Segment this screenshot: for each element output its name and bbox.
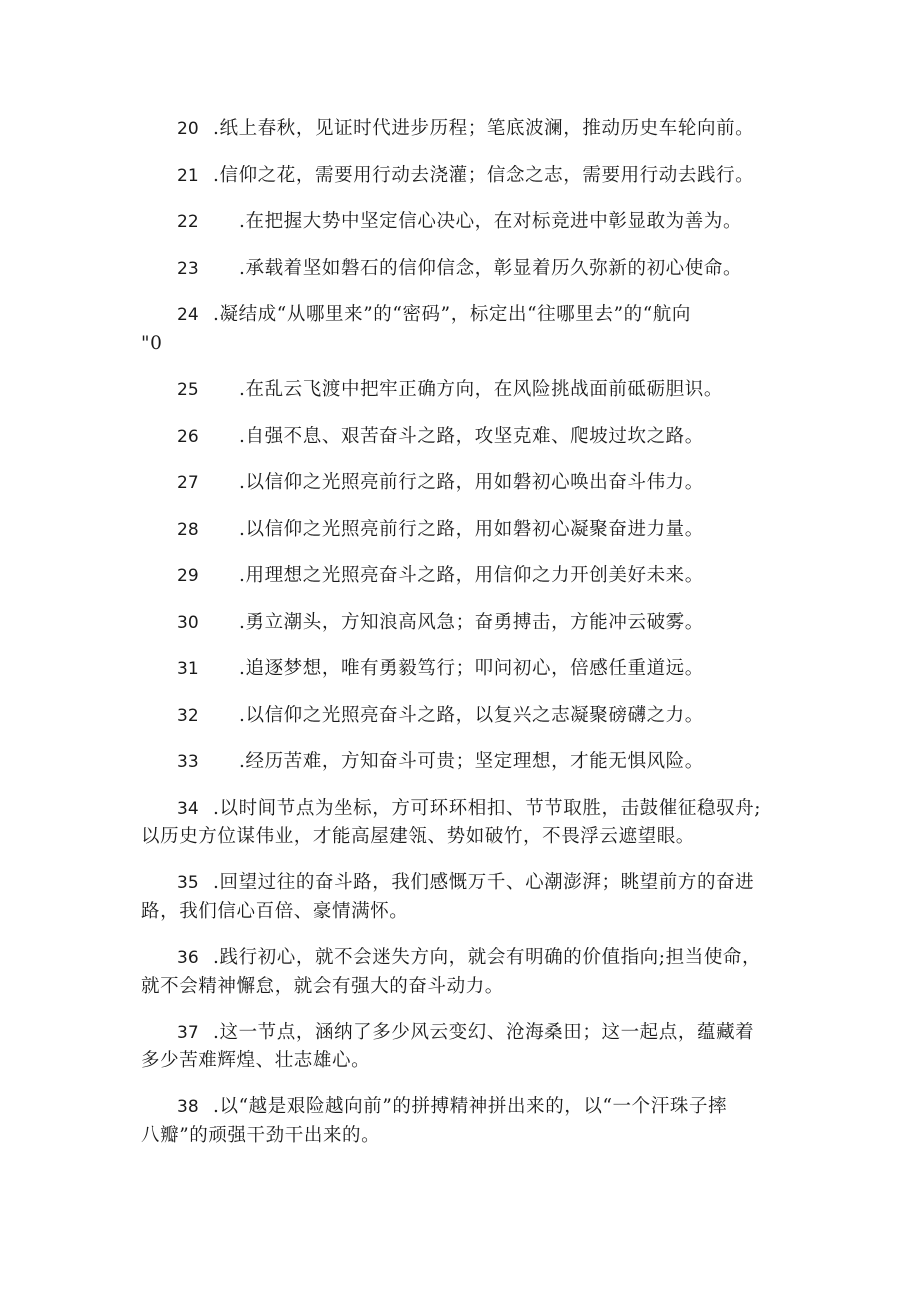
item-number: 25 — [177, 380, 199, 400]
list-item — [177, 657, 704, 681]
item-number: 35 — [177, 873, 199, 893]
item-number: 30 — [177, 613, 199, 633]
item-text: .经历苦难，方知奋斗可贵；坚定理想，才能无惧风险。 — [239, 751, 704, 772]
list-item — [177, 704, 704, 728]
list-item — [177, 564, 704, 588]
item-number: 24 — [177, 305, 199, 325]
list-item — [177, 797, 761, 821]
item-number: 31 — [177, 659, 199, 679]
item-number: 20 — [177, 119, 199, 139]
item-text: .以信仰之光照亮前行之路，用如磐初心凝聚奋进力量。 — [239, 519, 704, 540]
item-text: .自强不息、艰苦奋斗之路，攻坚克难、爬坡过坎之路。 — [239, 426, 704, 447]
item-number: 32 — [177, 706, 199, 726]
item-number: 33 — [177, 752, 199, 772]
list-item-continuation — [141, 975, 504, 999]
item-number: 27 — [177, 473, 199, 493]
list-item — [177, 425, 704, 449]
item-text: .勇立潮头，方知浪高风急；奋勇搏击，方能冲云破雾。 — [239, 612, 704, 633]
item-text: 八瓣”的顽强干劲干出来的。 — [141, 1125, 381, 1146]
item-number: 36 — [177, 948, 199, 968]
item-text: "0 — [141, 333, 163, 354]
list-item — [177, 164, 754, 188]
item-number: 28 — [177, 520, 199, 540]
list-item — [177, 378, 723, 402]
item-number: 38 — [177, 1097, 199, 1117]
item-text: .纸上春秋，见证时代进步历程；笔底波澜，推动历史车轮向前。 — [213, 118, 755, 139]
item-text: .承载着坚如磐石的信仰信念，彰显着历久弥新的初心使命。 — [239, 258, 743, 279]
item-text: .践行初心，就不会迷失方向，就会有明确的价值指向;担当使命， — [213, 947, 762, 968]
item-text: .以时间节点为坐标，方可环环相扣、节节取胜，击鼓催征稳驭舟; — [213, 798, 762, 819]
list-item — [177, 303, 691, 327]
item-text: .在乱云飞渡中把牢正确方向，在风险挑战面前砥砺胆识。 — [239, 379, 723, 400]
item-number: 37 — [177, 1023, 199, 1043]
item-number: 29 — [177, 566, 199, 586]
list-item-continuation — [141, 1049, 370, 1073]
item-text: .以“越是艰险越向前”的拼搏精神拼出来的，以“一个汗珠子摔 — [213, 1096, 728, 1117]
list-item — [177, 210, 742, 234]
item-text: .追逐梦想，唯有勇毅笃行；叩问初心，倍感任重道远。 — [239, 658, 704, 679]
list-item-continuation — [141, 825, 695, 849]
list-item-continuation — [141, 900, 408, 924]
list-item-continuation — [141, 332, 162, 356]
item-text: .回望过往的奋斗路，我们感慨万千、心潮澎湃；眺望前方的奋进 — [213, 872, 755, 893]
item-text: 路，我们信心百倍、豪情满怀。 — [141, 901, 409, 922]
item-text: .以信仰之光照亮前行之路，用如磐初心唤出奋斗伟力。 — [239, 472, 704, 493]
list-item — [177, 1021, 754, 1045]
item-number: 23 — [177, 259, 199, 279]
list-item — [177, 611, 704, 635]
item-text: 就不会精神懈怠，就会有强大的奋斗动力。 — [141, 976, 504, 997]
list-item — [177, 518, 704, 542]
item-text: .以信仰之光照亮奋斗之路，以复兴之志凝聚磅礴之力。 — [239, 705, 704, 726]
list-item — [177, 257, 742, 281]
item-number: 26 — [177, 427, 199, 447]
item-text: 多少苦难辉煌、壮志雄心。 — [141, 1050, 371, 1071]
list-item — [177, 750, 704, 774]
item-number: 34 — [177, 799, 199, 819]
item-text: .信仰之花，需要用行动去浇灌；信念之志，需要用行动去践行。 — [213, 165, 755, 186]
item-text: 以历史方位谋伟业，才能高屋建瓴、势如破竹，不畏浮云遮望眼。 — [141, 826, 695, 847]
item-number: 22 — [177, 212, 199, 232]
list-item — [177, 946, 761, 970]
list-item-continuation — [141, 1124, 380, 1148]
item-number: 21 — [177, 166, 199, 186]
item-text: .在把握大势中坚定信心决心，在对标竞进中彰显敢为善为。 — [239, 211, 743, 232]
list-item — [177, 471, 704, 495]
item-text: .用理想之光照亮奋斗之路，用信仰之力开创美好未来。 — [239, 565, 704, 586]
list-item — [177, 1095, 727, 1119]
item-text: .凝结成“从哪里来”的“密码”，标定出“往哪里去”的“航向 — [213, 304, 691, 325]
list-item — [177, 117, 754, 141]
list-item — [177, 871, 754, 895]
item-text: .这一节点，涵纳了多少风云变幻、沧海桑田；这一起点，蕴藏着 — [213, 1022, 755, 1043]
